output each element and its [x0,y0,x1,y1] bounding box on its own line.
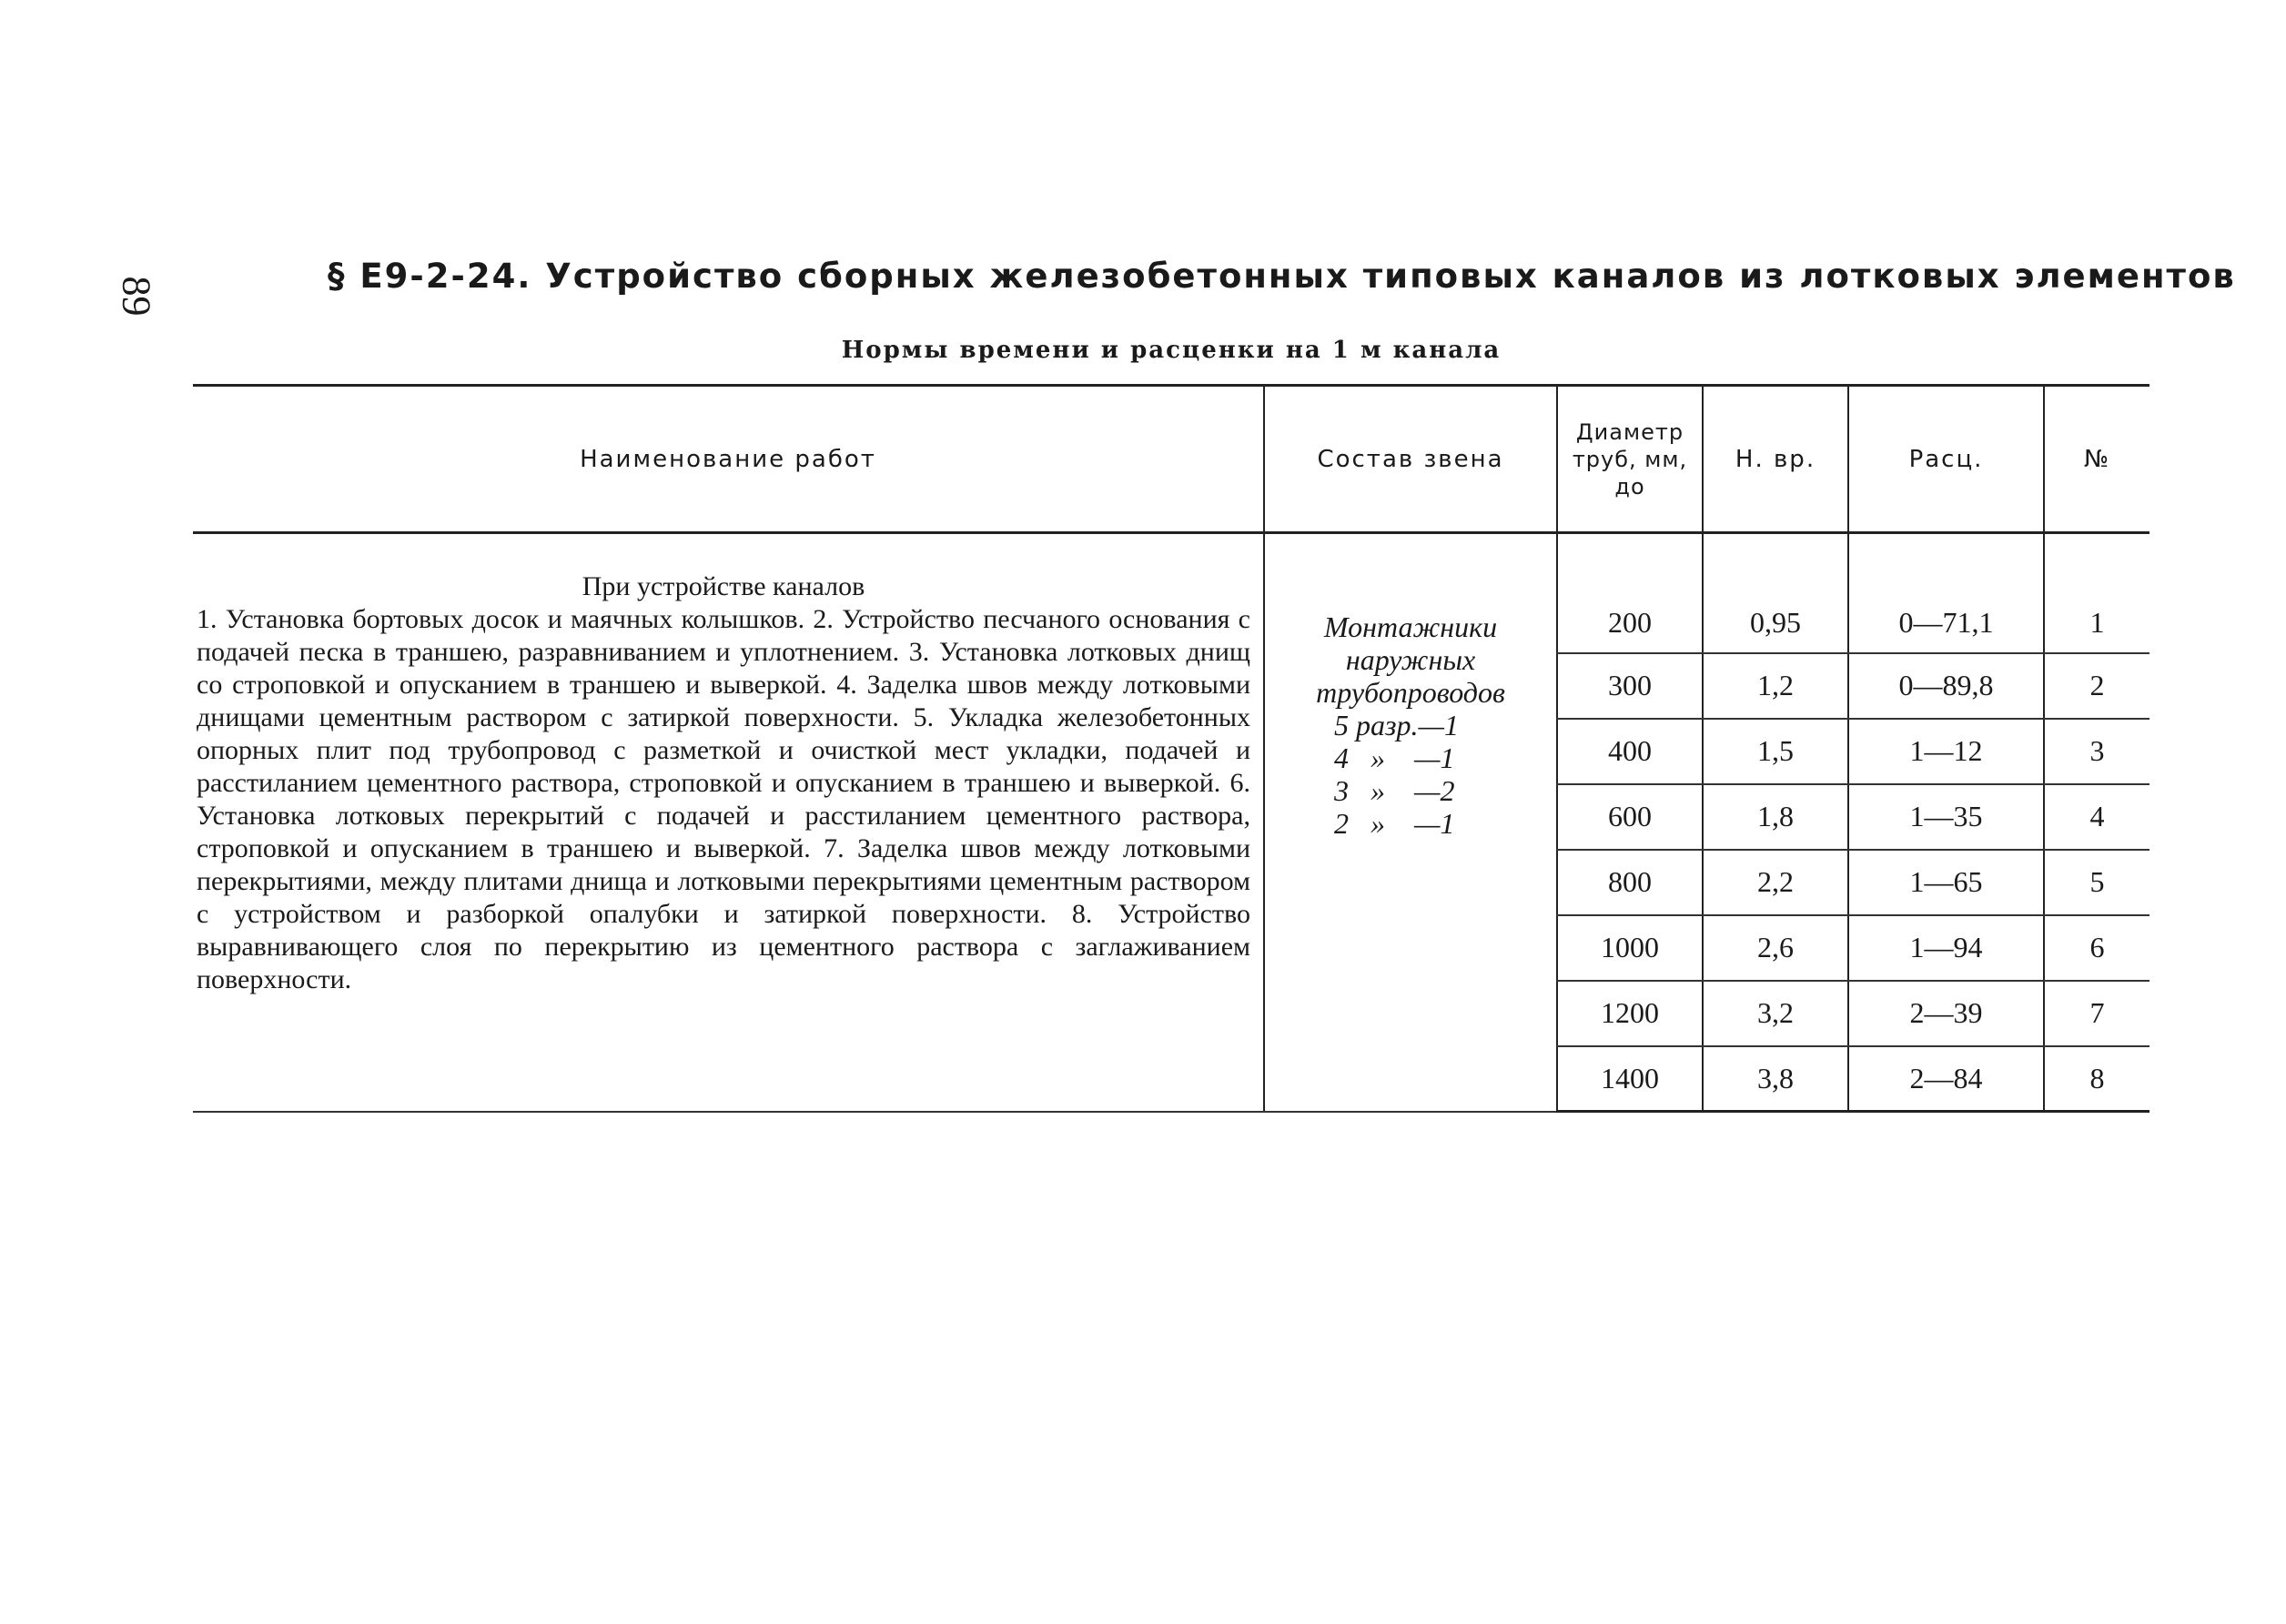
cell-number: 6 [2044,915,2149,981]
header-diameter: Диаметр труб, мм, до [1557,386,1703,533]
cell-diameter: 1200 [1557,981,1703,1046]
cell-rate: 0—89,8 [1848,653,2044,719]
cell-rate: 2—84 [1848,1046,2044,1112]
cell-number: 5 [2044,850,2149,915]
header-crew: Состав звена [1264,386,1557,533]
work-heading: При устройстве каналов [582,571,865,601]
work-description-cell [193,533,1264,1112]
cell-diameter: 200 [1557,533,1703,653]
table-subtitle: Нормы времени и расценки на 1 м канала [841,337,1502,364]
cell-time: 1,2 [1703,653,1848,719]
cell-time: 2,6 [1703,915,1848,981]
cell-rate: 2—39 [1848,981,2044,1046]
crew-grade-3: 3 » —2 [1334,774,1455,807]
cell-rate: 1—94 [1848,915,2044,981]
crew-cell [1264,533,1557,1112]
cell-time: 1,8 [1703,784,1848,850]
cell-time: 0,95 [1703,533,1848,653]
cell-rate: 1—65 [1848,850,2044,915]
crew-grade-2: 2 » —1 [1334,807,1455,840]
cell-diameter: 300 [1557,653,1703,719]
cell-rate: 1—35 [1848,784,2044,850]
table-row [193,533,2149,653]
cell-time: 3,8 [1703,1046,1848,1112]
norms-table [193,384,2149,1113]
crew-grade-5: 5 разр.—1 [1334,709,1459,741]
header-rate: Расц. [1848,386,2044,533]
cell-number: 8 [2044,1046,2149,1112]
crew-grade-4: 4 » —1 [1334,741,1455,774]
header-number: № [2044,386,2149,533]
cell-diameter: 400 [1557,719,1703,784]
work-text: 1. Установка бортовых досок и маячных колышков. 2. Устройство песчаного основания с подачей песка в траншею, разравниванием и уплотнением. 3. Установка лотковых днищ со строповкой и опусканием в траншею и выверкой. 4. Заделка швов между лотковыми днищами цементным раствором с затиркой поверхности. 5. Укладка железобетонных опорных плит под трубопровод с разметкой и очисткой мест укладки, подачей и расстиланием цементного раствора, строповкой и опусканием в траншею и выверкой. 6. Установка лотковых перекрытий с подачей и расстиланием цементного раствора, строповкой и опусканием в траншею и выверкой. 7. Заделка швов между лотковыми перекрытиями, между плитами днища и лотковыми перекрытиями цементным раствором с устройством и разборкой опалубки и затиркой поверхности. 8. Устройство выравнивающего слоя по перекрытию из цементного раствора с заглаживанием поверхности. [197,604,1250,994]
cell-number: 4 [2044,784,2149,850]
cell-diameter: 1400 [1557,1046,1703,1112]
crew-line-3: трубопроводов [1316,676,1505,709]
cell-diameter: 600 [1557,784,1703,850]
header-time-norm: Н. вр. [1703,386,1848,533]
header-work-name: Наименование работ [193,386,1264,533]
page-number: 89 [114,276,159,317]
table-header-row [193,386,2149,533]
cell-number: 1 [2044,533,2149,653]
cell-time: 3,2 [1703,981,1848,1046]
cell-number: 2 [2044,653,2149,719]
cell-diameter: 800 [1557,850,1703,915]
cell-number: 3 [2044,719,2149,784]
cell-time: 1,5 [1703,719,1848,784]
cell-time: 2,2 [1703,850,1848,915]
cell-rate: 1—12 [1848,719,2044,784]
cell-number: 7 [2044,981,2149,1046]
crew-line-1: Монтажники [1323,610,1498,643]
cell-rate: 0—71,1 [1848,533,2044,653]
section-title: § Е9-2-24. Устройство сборных железобетонных типовых каналов из лотковых элементов [328,257,2236,296]
crew-line-2: наружных [1345,643,1476,676]
cell-diameter: 1000 [1557,915,1703,981]
